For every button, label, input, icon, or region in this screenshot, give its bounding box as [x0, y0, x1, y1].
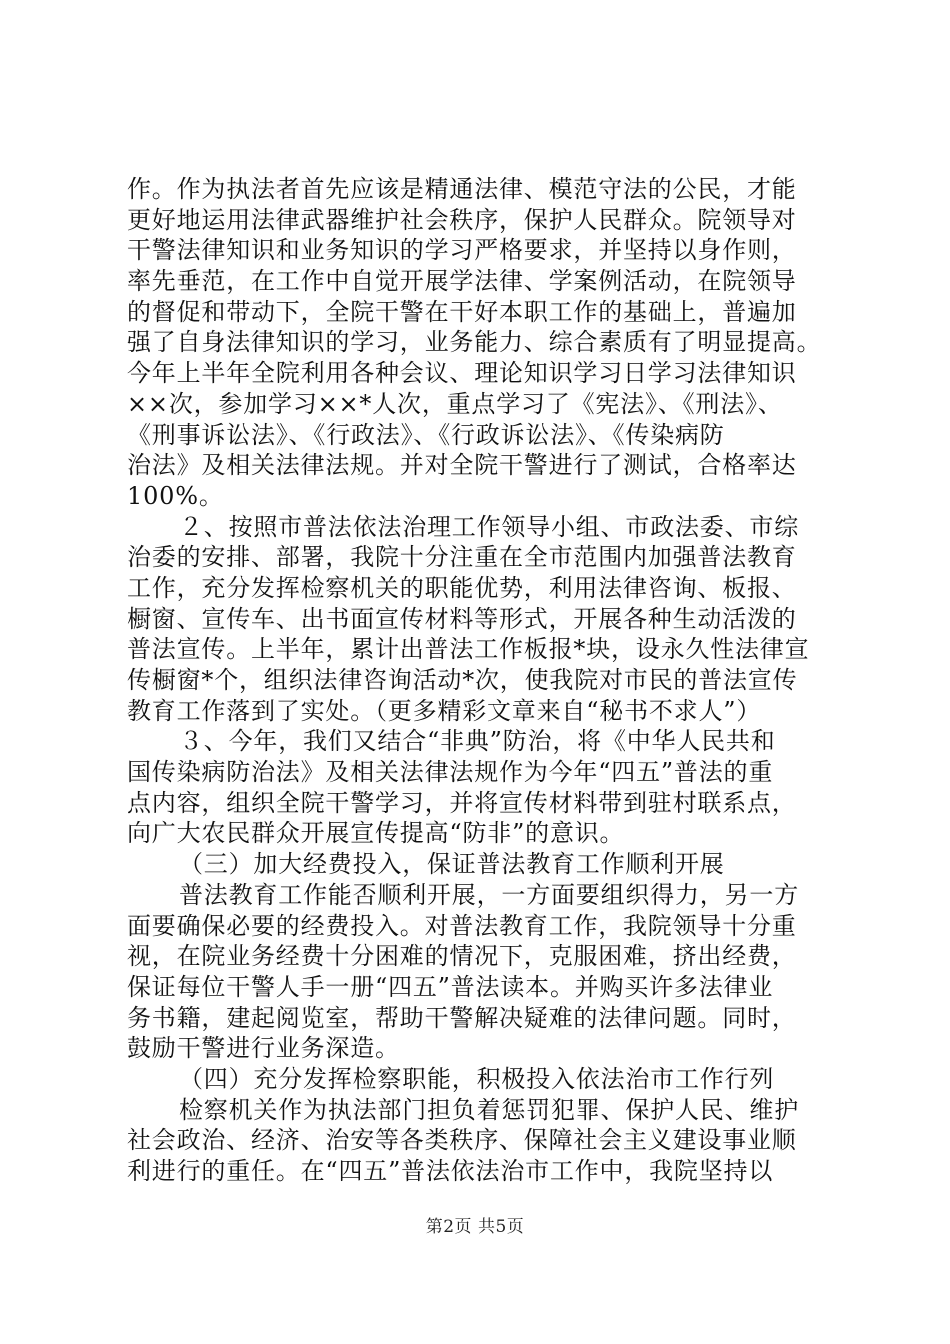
text-line: 的督促和带动下，全院干警在干好本职工作的基础上，普遍加 — [127, 297, 797, 326]
text-line: 传橱窗*个，组织法律咨询活动*次，使我院对市民的普法宣传 — [127, 666, 798, 694]
text-line: 今年上半年全院利用各种会议、理论知识学习日学习法律知识 — [127, 359, 797, 388]
text-line: 治委的安排、部署，我院十分注重在全市范围内加强普法教育 — [127, 543, 797, 572]
text-line: 视，在院业务经费十分困难的情况下，克服困难，挤出经费， — [127, 942, 797, 971]
text-line: 教育工作落到了实处。（更多精彩文章来自“秘书不求人”） — [127, 696, 762, 725]
text-line: 利进行的重任。在“四五”普法依法治市工作中，我院坚持以 — [127, 1157, 774, 1185]
text-line: （四）充分发挥检察职能，积极投入依法治市工作行列 — [179, 1064, 775, 1093]
text-line: 工作，充分发挥检察机关的职能优势，利用法律咨询、板报、 — [127, 573, 797, 602]
text-line: 社会政治、经济、治安等各类秩序、保障社会主义建设事业顺 — [127, 1126, 797, 1155]
text-line: 点内容，组织全院干警学习，并将宣传材料带到驻村联系点， — [127, 788, 797, 817]
text-line: 普法教育工作能否顺利开展，一方面要组织得力，另一方 — [179, 880, 799, 909]
text-line: 务书籍，建起阅览室，帮助干警解决疑难的法律问题。同时， — [127, 1003, 797, 1032]
text-line: 干警法律知识和业务知识的学习严格要求，并坚持以身作则， — [127, 236, 797, 265]
text-line: 检察机关作为执法部门担负着惩罚犯罪、保护人民、维护 — [179, 1095, 799, 1124]
text-line: 《刑事诉讼法》、《行政法》、《行政诉讼法》、《传染病防 — [127, 420, 725, 449]
text-line: 橱窗、宣传车、出书面宣传材料等形式，开展各种生动活泼的 — [127, 604, 797, 633]
text-line: 向广大农民群众开展宣传提高“防非”的意识。 — [127, 819, 625, 848]
text-line: 强了自身法律知识的学习，业务能力、综合素质有了明显提高。 — [127, 328, 822, 357]
text-line: （三）加大经费投入，保证普法教育工作顺利开展 — [179, 850, 725, 879]
text-line: 治法》及相关法律法规。并对全院干警进行了测试，合格率达 — [127, 451, 797, 480]
body-text — [127, 174, 827, 1187]
text-line: 国传染病防治法》及相关法律法规作为今年“四五”普法的重 — [127, 758, 774, 787]
text-line: ２、按照市普法依法治理工作领导小组、市政法委、市综 — [179, 512, 799, 541]
text-line: 普法宣传。上半年，累计出普法工作板报*块，设永久性法律宣 — [127, 635, 810, 664]
text-line: ３、今年，我们又结合“非典”防治，将《中华人民共和 — [179, 727, 776, 756]
text-line: 鼓励干警进行业务深造。 — [127, 1034, 400, 1063]
text-line: 作。作为执法者首先应该是精通法律、模范守法的公民，才能 — [127, 175, 797, 203]
text-line: 保证每位干警人手一册“四五”普法读本。并购买许多法律业 — [127, 972, 774, 1001]
text-line: 面要确保必要的经费投入。对普法教育工作，我院领导十分重 — [127, 911, 797, 940]
text-line: 更好地运用法律武器维护社会秩序，保护人民群众。院领导对 — [127, 205, 797, 234]
page-number-footer: 第2页 共5页 — [425, 1217, 525, 1237]
text-line: 率先垂范，在工作中自觉开展学法律、学案例活动，在院领导 — [127, 267, 797, 296]
text-line: 100%。 — [127, 481, 224, 510]
text-line: ××次，参加学习××*人次，重点学习了《宪法》、《刑法》、 — [127, 389, 783, 418]
